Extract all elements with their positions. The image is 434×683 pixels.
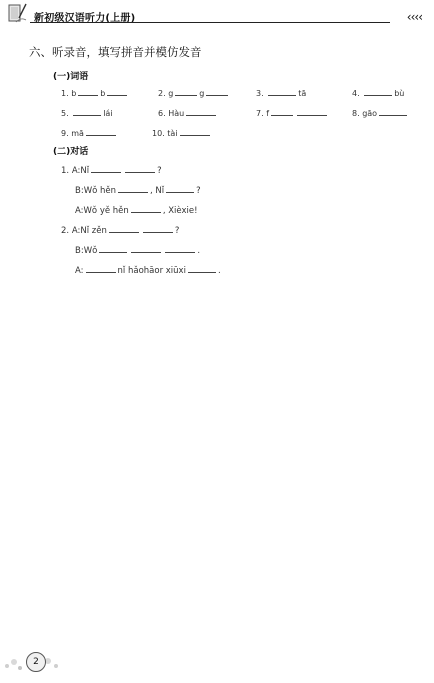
answer-blank[interactable] xyxy=(180,126,210,136)
answer-blank[interactable] xyxy=(268,86,296,96)
word-item-4: 4. bù xyxy=(352,86,404,98)
answer-blank[interactable] xyxy=(143,223,173,233)
answer-blank[interactable] xyxy=(78,86,98,96)
word-item-5: 5. lái xyxy=(61,106,113,118)
dialogue-2-line-3: A: nǐ hǎohāor xiūxi . xyxy=(75,263,221,276)
answer-blank[interactable] xyxy=(271,106,293,116)
answer-blank[interactable] xyxy=(131,203,161,213)
answer-blank[interactable] xyxy=(86,126,116,136)
answer-blank[interactable] xyxy=(107,86,127,96)
page-header xyxy=(0,0,434,28)
book-pen-logo-icon xyxy=(7,2,27,24)
chevrons-icon: ‹‹‹‹ xyxy=(406,10,422,24)
word-item-2: 2. g g xyxy=(158,86,230,98)
word-item-3: 3. tā xyxy=(256,86,306,98)
dialogue-1-line-2: B: Wǒ hěn , Nǐ ? xyxy=(75,183,201,196)
answer-blank[interactable] xyxy=(364,86,392,96)
answer-blank[interactable] xyxy=(109,223,139,233)
dialogue-2-line-2: B: Wǒ . xyxy=(75,243,200,256)
section-title: 六、听录音，填写拼音并模仿发音 xyxy=(29,45,202,59)
word-item-7: 7. f xyxy=(256,106,329,118)
word-item-6: 6. Hàu xyxy=(158,106,218,118)
footer-dots-decoration xyxy=(0,640,434,683)
part2-title: (二)对话 xyxy=(53,147,89,157)
header-rule xyxy=(30,22,390,23)
page-number: 2 xyxy=(26,652,46,672)
answer-blank[interactable] xyxy=(188,263,216,273)
answer-blank[interactable] xyxy=(379,106,407,116)
book-title: 新初级汉语听力(上册) xyxy=(34,13,136,24)
answer-blank[interactable] xyxy=(125,163,155,173)
part1-title: (一)词语 xyxy=(53,72,89,82)
answer-blank[interactable] xyxy=(297,106,327,116)
answer-blank[interactable] xyxy=(118,183,148,193)
dialogue-1-line-1: 1. A: Nǐ ? xyxy=(61,163,162,176)
word-item-10: 10. tài xyxy=(152,126,212,138)
dialogue-1-line-3: A: Wǒ yě hěn , Xièxie! xyxy=(75,203,198,216)
answer-blank[interactable] xyxy=(186,106,216,116)
word-item-8: 8. gāo xyxy=(352,106,409,118)
answer-blank[interactable] xyxy=(206,86,228,96)
answer-blank[interactable] xyxy=(86,263,116,273)
answer-blank[interactable] xyxy=(165,243,195,253)
dialogue-2-line-1: 2. A: Nǐ zěn ? xyxy=(61,223,179,236)
answer-blank[interactable] xyxy=(175,86,197,96)
answer-blank[interactable] xyxy=(91,163,121,173)
answer-blank[interactable] xyxy=(99,243,127,253)
answer-blank[interactable] xyxy=(166,183,194,193)
answer-blank[interactable] xyxy=(131,243,161,253)
word-item-1: 1. b b xyxy=(61,86,129,98)
answer-blank[interactable] xyxy=(73,106,101,116)
word-item-9: 9. mā xyxy=(61,126,118,138)
